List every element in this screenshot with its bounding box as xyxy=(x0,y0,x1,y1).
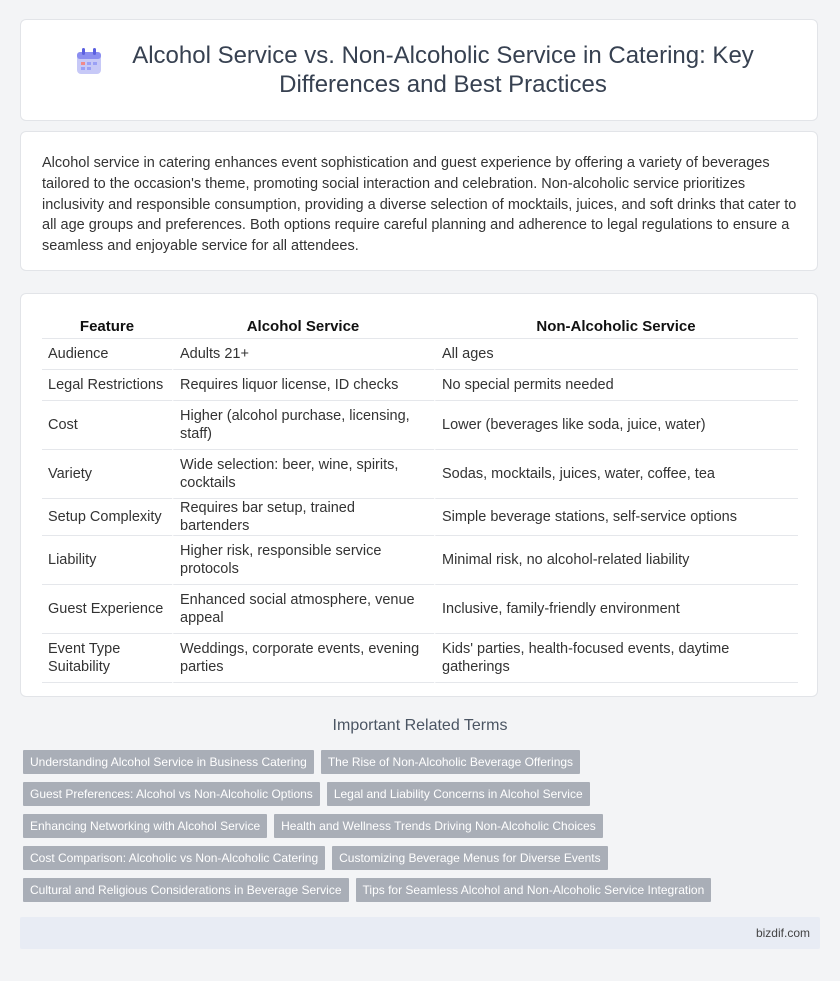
table-cell: Requires liquor license, ID checks xyxy=(172,370,434,401)
comparison-table-card xyxy=(20,293,818,697)
table-cell: Wide selection: beer, wine, spirits, cocktails xyxy=(172,450,434,499)
column-header-non-alcoholic: Non-Alcoholic Service xyxy=(434,316,798,339)
table-cell: Cost xyxy=(42,401,172,450)
intro-card xyxy=(20,131,818,271)
footer-site-link[interactable]: bizdif.com xyxy=(755,926,810,940)
related-term-tag[interactable]: Legal and Liability Concerns in Alcohol Service xyxy=(327,782,590,806)
table-cell: Enhanced social atmosphere, venue appeal xyxy=(172,585,434,634)
related-terms-heading: Important Related Terms xyxy=(332,717,508,734)
table-cell: Inclusive, family-friendly environment xyxy=(434,585,798,634)
table-row xyxy=(42,370,798,401)
table-cell: All ages xyxy=(434,339,798,370)
table-cell: Setup Complexity xyxy=(42,499,172,536)
related-term-tag[interactable]: Enhancing Networking with Alcohol Service xyxy=(23,814,267,838)
table-row xyxy=(42,536,798,585)
table-cell: Requires bar setup, trained bartenders xyxy=(172,499,434,536)
header-card xyxy=(20,19,818,121)
related-term-tag[interactable]: The Rise of Non-Alcoholic Beverage Offerings xyxy=(321,750,580,774)
column-header-feature: Feature xyxy=(42,316,172,339)
table-cell: Simple beverage stations, self-service options xyxy=(434,499,798,536)
table-cell: Sodas, mocktails, juices, water, coffee, tea xyxy=(434,450,798,499)
table-cell: Weddings, corporate events, evening parties xyxy=(172,634,434,683)
related-term-tag[interactable]: Health and Wellness Trends Driving Non-Alcoholic Choices xyxy=(274,814,603,838)
table-cell: Lower (beverages like soda, juice, water) xyxy=(434,401,798,450)
table-cell: No special permits needed xyxy=(434,370,798,401)
calendar-icon xyxy=(75,46,103,76)
table-cell: Liability xyxy=(42,536,172,585)
comparison-table xyxy=(42,316,798,683)
table-cell: Higher (alcohol purchase, licensing, staff) xyxy=(172,401,434,450)
related-term-tag[interactable]: Customizing Beverage Menus for Diverse Events xyxy=(332,846,607,870)
related-terms-list xyxy=(23,750,823,910)
table-row xyxy=(42,339,798,370)
table-cell: Variety xyxy=(42,450,172,499)
table-row xyxy=(42,450,798,499)
footer xyxy=(20,917,820,949)
intro-text: Alcohol service in catering enhances event sophistication and guest experience by offering a variety of beverages tailored to the occasion's theme, promoting social interaction and celebration. Non-alcoholic service prioritizes inclusivity and responsible consumption, providing a diverse selection of mocktails, juices, and soft drinks that cater to all age groups and preferences. Both options require careful planning and adherence to legal regulations to ensure a seamless and enjoyable service for all attendees. xyxy=(42,155,797,255)
table-cell: Audience xyxy=(42,339,172,370)
table-row xyxy=(42,401,798,450)
related-term-tag[interactable]: Cost Comparison: Alcoholic vs Non-Alcoholic Catering xyxy=(23,846,325,870)
table-cell: Minimal risk, no alcohol-related liability xyxy=(434,536,798,585)
table-cell: Legal Restrictions xyxy=(42,370,172,401)
table-row xyxy=(42,585,798,634)
table-cell: Higher risk, responsible service protocols xyxy=(172,536,434,585)
page-title: Alcohol Service vs. Non-Alcoholic Service in Catering: Key Differences and Best Practices xyxy=(132,42,754,98)
related-term-tag[interactable]: Understanding Alcohol Service in Business Catering xyxy=(23,750,314,774)
table-cell: Guest Experience xyxy=(42,585,172,634)
table-row xyxy=(42,499,798,536)
table-cell: Adults 21+ xyxy=(172,339,434,370)
related-term-tag[interactable]: Tips for Seamless Alcohol and Non-Alcoholic Service Integration xyxy=(356,878,712,902)
column-header-alcohol: Alcohol Service xyxy=(172,316,434,339)
table-row xyxy=(42,634,798,683)
related-term-tag[interactable]: Cultural and Religious Considerations in Beverage Service xyxy=(23,878,349,902)
table-cell: Kids' parties, health-focused events, daytime gatherings xyxy=(434,634,798,683)
table-header-row xyxy=(42,316,798,339)
related-term-tag[interactable]: Guest Preferences: Alcohol vs Non-Alcoholic Options xyxy=(23,782,320,806)
table-cell: Event Type Suitability xyxy=(42,634,172,683)
